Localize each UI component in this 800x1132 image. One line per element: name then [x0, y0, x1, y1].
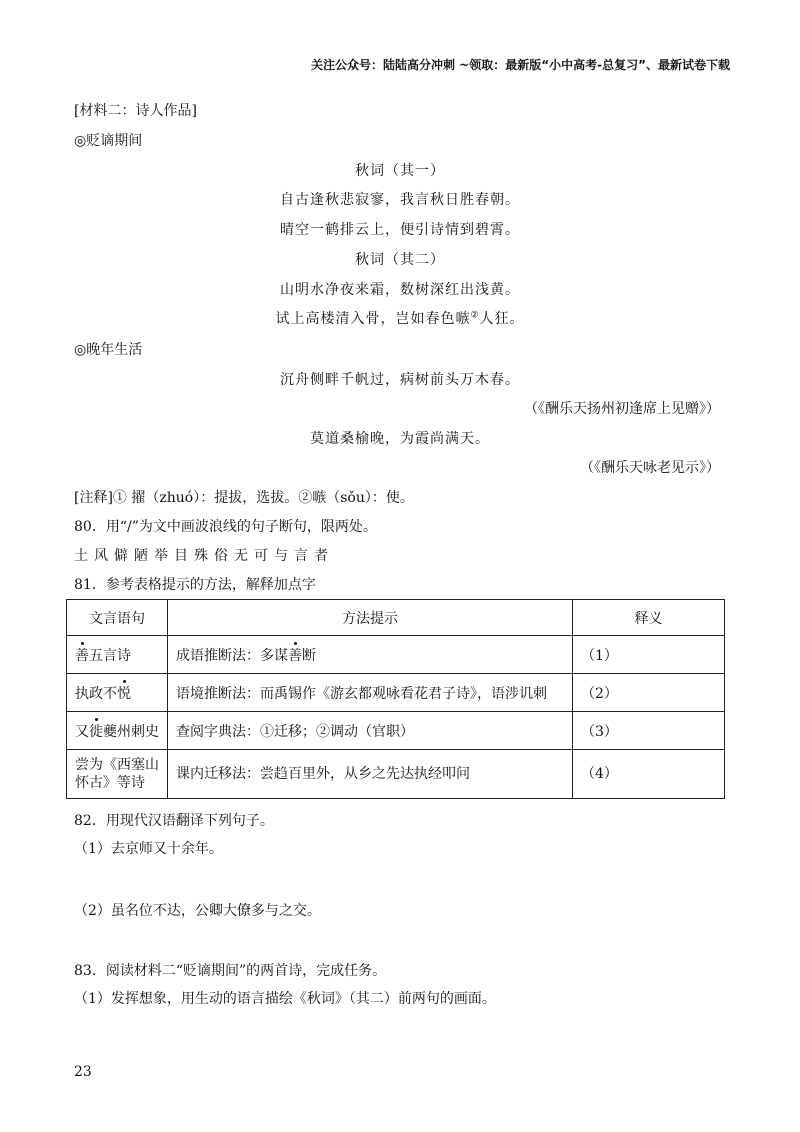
late-poem2-source: （《酬乐天咏老见示》）: [580, 460, 720, 476]
poem2-line2-part-b: 人狂。: [479, 311, 525, 327]
table-cell-method: 课内迁移法：尝趋百里外，从乡之先达执经叩问: [168, 750, 573, 799]
table-header-cell: 文言语句: [67, 600, 168, 636]
table-row: [67, 636, 725, 674]
table-cell-sentence: 尝为《西塞山 怀古》等诗: [67, 750, 168, 799]
table-header-cell: 方法提示: [168, 600, 573, 636]
table-header-row: [67, 600, 725, 636]
poem2-line2-part-a: 试上高楼清入骨，岂如春色嗾: [275, 311, 471, 327]
page-header: 关注公众号：陆陆高分冲刺 ~领取：最新版“小中高考-总复习”、最新试卷下载: [311, 58, 730, 72]
table-cell-sentence: 善五言诗: [67, 636, 168, 674]
q83-item1: （1）发挥想象，用生动的语言描绘《秋词》（其二）前两句的画面。: [74, 991, 496, 1007]
poem2-line2: [0, 308, 800, 328]
table-row: [67, 712, 725, 750]
annotation-note: [注释]① 擢（zhuó）：提拔，选拔。②嗾（sǒu）：使。: [74, 490, 414, 506]
section-title-late-life: ◎晚年生活: [74, 342, 143, 358]
dotted-char: 徙: [89, 721, 103, 741]
table-cell-answer: （3）: [573, 712, 725, 750]
dotted-char: 悦: [117, 683, 131, 703]
late-poem2-line: 莫道桑榆晚，为霞尚满天。: [310, 431, 490, 447]
dotted-char: 善: [288, 645, 302, 665]
table-cell-answer: （2）: [573, 674, 725, 712]
late-poem1-line: 沉舟侧畔千帆过，病树前头万木春。: [280, 372, 520, 388]
table-cell-sentence: 执政不悦: [67, 674, 168, 712]
table-cell-method: 查阅字典法：①迁移；②调动（官职）: [168, 712, 573, 750]
poem1-title: 秋词（其一）: [355, 163, 445, 179]
q82-item1: （1）去京师又十余年。: [74, 841, 223, 857]
q80-sentence: 土风僻陋举目殊俗无可与言者: [74, 548, 334, 564]
table-cell-method: 语境推断法：而禹锡作《游玄都观咏看花君子诗》，语涉讥刺: [168, 674, 573, 712]
poem1-line2: 晴空一鹤排云上，便引诗情到碧霄。: [280, 222, 520, 238]
q82-item2: （2）虽名位不达，公卿大僚多与之交。: [74, 903, 321, 919]
table-row: [67, 674, 725, 712]
poem2-line1: 山明水净夜来霜，数树深红出浅黄。: [280, 282, 520, 298]
poem1-line1: 自古逢秋悲寂寥，我言秋日胜春朝。: [280, 192, 520, 208]
table-header-cell: 释义: [573, 600, 725, 636]
material-title: [材料二：诗人作品]: [74, 103, 197, 119]
q81-table: [66, 599, 725, 799]
section-title-exile: ◎贬谪期间: [74, 133, 143, 149]
table-cell-answer: （4）: [573, 750, 725, 799]
q83-prompt: 83．阅读材料二“贬谪期间”的两首诗，完成任务。: [74, 963, 387, 979]
table-cell-answer: （1）: [573, 636, 725, 674]
table-cell-method: 成语推断法：多谋善断: [168, 636, 573, 674]
table-cell-sentence: 又徙夔州刺史: [67, 712, 168, 750]
q82-prompt: 82．用现代汉语翻译下列句子。: [74, 813, 274, 829]
page-number: 23: [74, 1064, 92, 1080]
q81-prompt: 81．参考表格提示的方法，解释加点字: [74, 577, 316, 593]
late-poem1-source: （《酬乐天扬州初逢席上见赠》）: [524, 401, 720, 417]
dotted-char: 善: [75, 645, 89, 665]
footnote-marker-2: ②: [470, 310, 480, 321]
table-row: [67, 750, 725, 799]
q80-prompt: 80．用“/”为文中画波浪线的句子断句，限两处。: [74, 519, 377, 535]
poem2-title: 秋词（其二）: [355, 252, 445, 268]
